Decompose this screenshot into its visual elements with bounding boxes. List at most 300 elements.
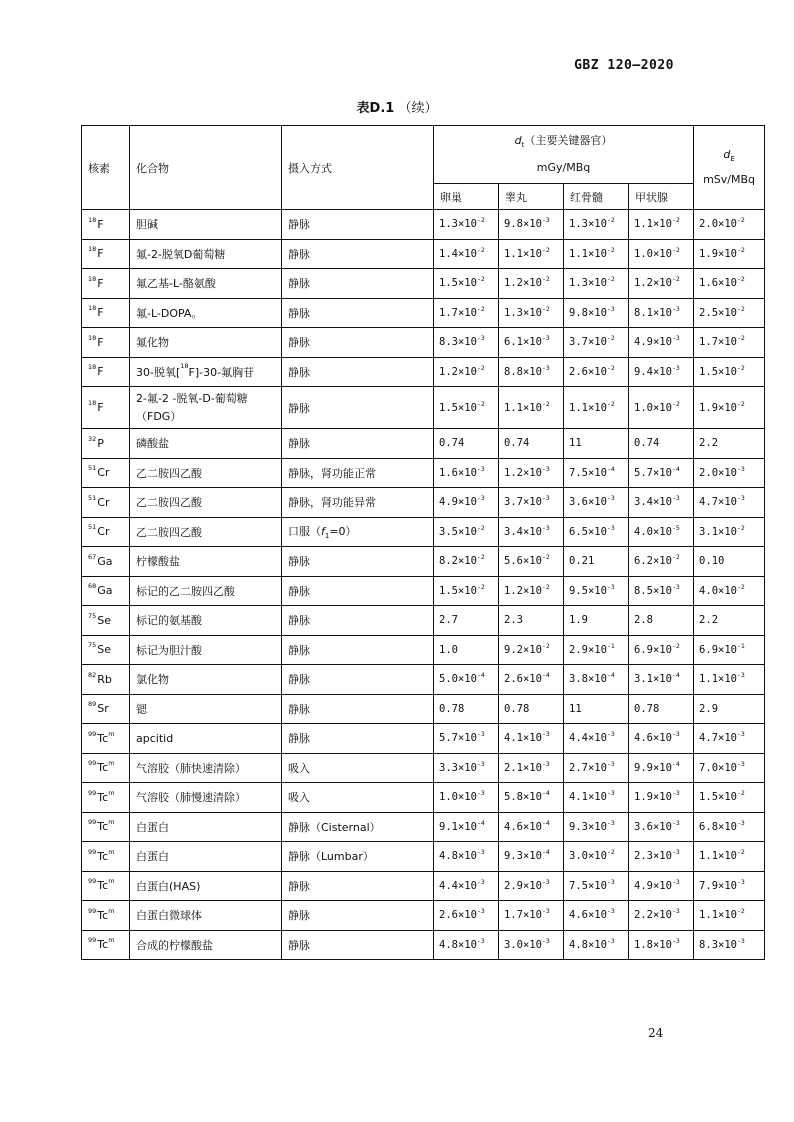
value-mantissa: 9.3×10 bbox=[569, 820, 607, 833]
header-organ: 甲状腺 bbox=[629, 184, 694, 210]
value-mantissa: 2.8 bbox=[634, 614, 653, 627]
table-row bbox=[82, 724, 765, 754]
organ-dose-value bbox=[434, 842, 499, 872]
element-symbol: Tc bbox=[97, 731, 109, 745]
effective-dose-value bbox=[694, 547, 765, 577]
organ-dose-value bbox=[499, 328, 564, 358]
value-exponent: -4 bbox=[541, 789, 550, 798]
organ-dose-value bbox=[629, 694, 694, 724]
compound-text: 氟-2-脱氧D葡萄糖 bbox=[136, 247, 226, 261]
value-mantissa: 8.1×10 bbox=[634, 306, 672, 319]
value-exponent: -3 bbox=[476, 494, 485, 503]
value-mantissa: 4.7×10 bbox=[699, 496, 737, 509]
table-row bbox=[82, 665, 765, 695]
page-number: 24 bbox=[648, 1026, 664, 1040]
organ-dose-value bbox=[499, 547, 564, 577]
nuclide-cell bbox=[82, 210, 130, 240]
organ-dose-value bbox=[499, 724, 564, 754]
value-mantissa: 3.1×10 bbox=[634, 673, 672, 686]
organ-dose-value bbox=[564, 930, 629, 960]
organ-dose-value bbox=[629, 547, 694, 577]
value-exponent: -3 bbox=[476, 334, 485, 343]
route-cell bbox=[282, 812, 434, 842]
table-row bbox=[82, 694, 765, 724]
compound-text: 乙二胺四乙酸 bbox=[136, 525, 202, 539]
effective-dose-value bbox=[694, 576, 765, 606]
header-organ-dose-unit: mGy/MBq bbox=[536, 160, 591, 174]
organ-dose-value bbox=[564, 387, 629, 429]
header-organ-dose-subscript: t bbox=[521, 141, 525, 150]
value-mantissa: 4.1×10 bbox=[504, 732, 542, 745]
effective-dose-value bbox=[694, 753, 765, 783]
value-mantissa: 0.78 bbox=[634, 702, 660, 715]
mass-number: 18 bbox=[88, 274, 97, 283]
value-exponent: -5 bbox=[671, 523, 680, 532]
element-symbol: Tc bbox=[97, 820, 109, 834]
nuclide-cell bbox=[82, 753, 130, 783]
value-mantissa: 8.3×10 bbox=[699, 938, 737, 951]
effective-dose-value bbox=[694, 387, 765, 429]
route-cell bbox=[282, 458, 434, 488]
nuclide-cell bbox=[82, 488, 130, 518]
value-mantissa: 3.4×10 bbox=[504, 525, 542, 538]
table-caption bbox=[0, 97, 794, 116]
value-mantissa: 1.3×10 bbox=[569, 277, 607, 290]
organ-dose-value bbox=[434, 665, 499, 695]
value-mantissa: 2.5×10 bbox=[699, 306, 737, 319]
organ-dose-value bbox=[499, 298, 564, 328]
route-text: 静脉（Cisternal） bbox=[288, 820, 381, 834]
value-mantissa: 1.3×10 bbox=[439, 218, 477, 231]
organ-dose-value bbox=[564, 635, 629, 665]
value-mantissa: 1.9 bbox=[569, 614, 588, 627]
organ-dose-value bbox=[629, 812, 694, 842]
organ-dose-value bbox=[564, 724, 629, 754]
value-exponent: -3 bbox=[606, 494, 615, 503]
route-cell bbox=[282, 239, 434, 269]
compound-text: 标记的乙二胺四乙酸 bbox=[136, 584, 235, 598]
organ-dose-value bbox=[629, 783, 694, 813]
compound-cell bbox=[130, 724, 282, 754]
value-exponent: -4 bbox=[541, 848, 550, 857]
compound-cell bbox=[130, 812, 282, 842]
route-text: 静脉 bbox=[288, 365, 310, 379]
route-text: 静脉 bbox=[288, 614, 310, 628]
nuclide-cell bbox=[82, 665, 130, 695]
organ-dose-value bbox=[564, 547, 629, 577]
value-mantissa: 3.7×10 bbox=[569, 336, 607, 349]
element-symbol: F bbox=[97, 335, 104, 349]
compound-cell bbox=[130, 210, 282, 240]
value-mantissa: 8.2×10 bbox=[439, 555, 477, 568]
value-exponent: -2 bbox=[541, 641, 550, 650]
organ-dose-value bbox=[564, 842, 629, 872]
compound-cell bbox=[130, 694, 282, 724]
value-mantissa: 1.0 bbox=[439, 643, 458, 656]
route-subscript: 1 bbox=[324, 532, 330, 541]
value-mantissa: 9.1×10 bbox=[439, 820, 477, 833]
effective-dose-value bbox=[694, 298, 765, 328]
value-mantissa: 1.1×10 bbox=[569, 401, 607, 414]
value-exponent: -3 bbox=[541, 523, 550, 532]
value-exponent: -2 bbox=[671, 216, 680, 225]
organ-dose-value bbox=[434, 694, 499, 724]
value-exponent: -2 bbox=[671, 399, 680, 408]
mass-number: 67 bbox=[88, 552, 97, 561]
compound-text: 氟-L-DOPA。 bbox=[136, 306, 203, 320]
nuclide-cell bbox=[82, 328, 130, 358]
element-symbol: P bbox=[97, 436, 104, 450]
value-mantissa: 1.3×10 bbox=[569, 218, 607, 231]
organ-dose-value bbox=[564, 269, 629, 299]
value-exponent: -2 bbox=[476, 275, 485, 284]
value-exponent: -2 bbox=[671, 641, 680, 650]
value-exponent: -3 bbox=[736, 671, 745, 680]
value-mantissa: 4.4×10 bbox=[569, 732, 607, 745]
organ-dose-value bbox=[629, 842, 694, 872]
compound-cell bbox=[130, 576, 282, 606]
route-text: =0） bbox=[329, 525, 357, 539]
mass-number: 18 bbox=[88, 245, 97, 254]
organ-dose-value bbox=[499, 842, 564, 872]
metastable-mark: m bbox=[108, 936, 115, 945]
route-cell bbox=[282, 694, 434, 724]
compound-cell bbox=[130, 387, 282, 429]
mass-number: 18 bbox=[88, 333, 97, 342]
route-cell bbox=[282, 429, 434, 459]
value-mantissa: 6.8×10 bbox=[699, 820, 737, 833]
metastable-mark: m bbox=[108, 818, 115, 827]
organ-dose-value bbox=[434, 576, 499, 606]
header-nuclide: 核素 bbox=[82, 126, 130, 210]
table-row bbox=[82, 429, 765, 459]
value-exponent: -4 bbox=[476, 671, 485, 680]
element-symbol: F bbox=[97, 276, 104, 290]
value-mantissa: 4.8×10 bbox=[439, 938, 477, 951]
organ-dose-value bbox=[564, 429, 629, 459]
organ-dose-value bbox=[434, 930, 499, 960]
compound-text: 氟化物 bbox=[136, 336, 169, 350]
value-mantissa: 1.6×10 bbox=[699, 277, 737, 290]
mass-number: 99 bbox=[88, 729, 97, 738]
route-cell bbox=[282, 328, 434, 358]
value-exponent: -2 bbox=[736, 789, 745, 798]
compound-text: 乙二胺四乙酸 bbox=[136, 466, 202, 480]
effective-dose-value bbox=[694, 357, 765, 387]
organ-dose-value bbox=[564, 517, 629, 547]
value-mantissa: 1.7×10 bbox=[439, 306, 477, 319]
value-mantissa: 8.3×10 bbox=[439, 336, 477, 349]
organ-dose-value bbox=[434, 812, 499, 842]
value-exponent: -3 bbox=[541, 877, 550, 886]
organ-dose-value bbox=[499, 517, 564, 547]
organ-dose-value bbox=[499, 665, 564, 695]
value-mantissa: 1.0×10 bbox=[634, 401, 672, 414]
route-cell bbox=[282, 576, 434, 606]
value-mantissa: 5.7×10 bbox=[634, 466, 672, 479]
value-mantissa: 2.9 bbox=[699, 702, 719, 715]
organ-dose-value bbox=[434, 606, 499, 636]
value-exponent: -2 bbox=[541, 582, 550, 591]
header-organ-dose-symbol: d bbox=[514, 134, 522, 148]
value-exponent: -3 bbox=[606, 582, 615, 591]
organ-dose-value bbox=[434, 488, 499, 518]
value-mantissa: 1.5×10 bbox=[699, 365, 737, 378]
value-exponent: -3 bbox=[606, 936, 615, 945]
value-exponent: -3 bbox=[736, 730, 745, 739]
table-row bbox=[82, 458, 765, 488]
compound-text: 合成的柠檬酸盐 bbox=[136, 938, 213, 952]
table-row bbox=[82, 753, 765, 783]
compound-cell bbox=[130, 547, 282, 577]
compound-cell bbox=[130, 665, 282, 695]
value-exponent: -2 bbox=[606, 848, 615, 857]
compound-text: apcitid bbox=[136, 731, 174, 745]
element-symbol: Tc bbox=[97, 938, 109, 952]
value-mantissa: 4.9×10 bbox=[634, 336, 672, 349]
value-exponent: -3 bbox=[671, 363, 680, 372]
organ-dose-value bbox=[499, 239, 564, 269]
mass-number: 18 bbox=[88, 215, 97, 224]
organ-dose-value bbox=[499, 387, 564, 429]
value-mantissa: 1.1×10 bbox=[569, 247, 607, 260]
route-cell bbox=[282, 269, 434, 299]
value-exponent: -2 bbox=[736, 216, 745, 225]
effective-dose-value bbox=[694, 812, 765, 842]
organ-dose-value bbox=[629, 488, 694, 518]
organ-dose-value bbox=[434, 357, 499, 387]
nuclide-cell bbox=[82, 298, 130, 328]
value-mantissa: 3.6×10 bbox=[634, 820, 672, 833]
value-mantissa: 1.4×10 bbox=[439, 247, 477, 260]
organ-dose-value bbox=[564, 576, 629, 606]
value-mantissa: 8.5×10 bbox=[634, 584, 672, 597]
value-exponent: -3 bbox=[541, 759, 550, 768]
value-mantissa: 4.4×10 bbox=[439, 879, 477, 892]
organ-dose-value bbox=[499, 269, 564, 299]
organ-dose-value bbox=[434, 901, 499, 931]
value-mantissa: 7.5×10 bbox=[569, 466, 607, 479]
value-mantissa: 6.1×10 bbox=[504, 336, 542, 349]
value-exponent: -2 bbox=[606, 245, 615, 254]
element-symbol: Cr bbox=[97, 525, 110, 539]
mass-number: 99 bbox=[88, 759, 97, 768]
value-exponent: -2 bbox=[736, 245, 745, 254]
table-row bbox=[82, 269, 765, 299]
value-mantissa: 4.6×10 bbox=[634, 732, 672, 745]
value-mantissa: 4.9×10 bbox=[439, 496, 477, 509]
header-route: 摄入方式 bbox=[282, 126, 434, 210]
element-symbol: Ga bbox=[97, 584, 113, 598]
value-exponent: -3 bbox=[606, 789, 615, 798]
route-text: 吸入 bbox=[288, 791, 310, 805]
value-mantissa: 7.9×10 bbox=[699, 879, 737, 892]
table-caption-cont: （续） bbox=[398, 101, 438, 116]
value-mantissa: 2.0×10 bbox=[699, 218, 737, 231]
organ-dose-value bbox=[564, 298, 629, 328]
compound-text: 磷酸盐 bbox=[136, 437, 169, 451]
organ-dose-value bbox=[499, 429, 564, 459]
route-text: 吸入 bbox=[288, 761, 310, 775]
organ-dose-value bbox=[434, 517, 499, 547]
element-symbol: F bbox=[97, 401, 104, 414]
element-symbol: Se bbox=[97, 643, 112, 657]
mass-number: 89 bbox=[88, 700, 97, 709]
nuclide-cell bbox=[82, 517, 130, 547]
nuclide-cell bbox=[82, 871, 130, 901]
organ-dose-value bbox=[499, 930, 564, 960]
value-mantissa: 2.6×10 bbox=[504, 673, 542, 686]
value-mantissa: 1.1×10 bbox=[699, 850, 737, 863]
route-text: 静脉 bbox=[288, 277, 310, 291]
value-exponent: -3 bbox=[541, 730, 550, 739]
table-row bbox=[82, 871, 765, 901]
effective-dose-value bbox=[694, 606, 765, 636]
value-mantissa: 7.5×10 bbox=[569, 879, 607, 892]
value-mantissa: 1.2×10 bbox=[504, 584, 542, 597]
value-mantissa: 1.9×10 bbox=[699, 401, 737, 414]
organ-dose-value bbox=[629, 328, 694, 358]
organ-dose-value bbox=[629, 930, 694, 960]
table-row bbox=[82, 606, 765, 636]
header-organ-dose-text: （主要关键器官） bbox=[524, 134, 613, 148]
route-cell bbox=[282, 783, 434, 813]
value-exponent: -3 bbox=[606, 759, 615, 768]
value-exponent: -2 bbox=[736, 304, 745, 313]
organ-dose-value bbox=[564, 694, 629, 724]
element-symbol: F bbox=[97, 217, 104, 231]
effective-dose-value bbox=[694, 724, 765, 754]
value-exponent: -2 bbox=[736, 848, 745, 857]
route-text: 静脉（Lumbar） bbox=[288, 850, 374, 864]
value-mantissa: 0.74 bbox=[504, 437, 530, 450]
element-symbol: Cr bbox=[97, 466, 110, 480]
nuclide-cell bbox=[82, 930, 130, 960]
value-mantissa: 4.1×10 bbox=[569, 791, 607, 804]
value-exponent: -2 bbox=[671, 553, 680, 562]
value-exponent: -2 bbox=[541, 245, 550, 254]
organ-dose-value bbox=[629, 357, 694, 387]
organ-dose-value bbox=[629, 606, 694, 636]
value-mantissa: 5.8×10 bbox=[504, 791, 542, 804]
organ-dose-value bbox=[434, 328, 499, 358]
element-symbol: Tc bbox=[97, 908, 109, 922]
nuclide-cell bbox=[82, 576, 130, 606]
route-cell bbox=[282, 387, 434, 429]
value-mantissa: 5.0×10 bbox=[439, 673, 477, 686]
value-mantissa: 9.4×10 bbox=[634, 365, 672, 378]
organ-dose-value bbox=[434, 635, 499, 665]
effective-dose-value bbox=[694, 429, 765, 459]
route-cell bbox=[282, 753, 434, 783]
organ-dose-value bbox=[434, 783, 499, 813]
value-exponent: -3 bbox=[476, 907, 485, 916]
compound-text: 白蛋白(HAS) bbox=[136, 879, 201, 893]
metastable-mark: m bbox=[108, 729, 115, 738]
compound-cell bbox=[130, 429, 282, 459]
nuclide-cell bbox=[82, 357, 130, 387]
value-exponent: -3 bbox=[606, 730, 615, 739]
compound-text: 锶 bbox=[136, 702, 147, 716]
organ-dose-value bbox=[499, 635, 564, 665]
compound-text: 气溶胶（肺快速清除） bbox=[136, 761, 246, 775]
value-exponent: -2 bbox=[476, 523, 485, 532]
mass-number: 18 bbox=[88, 399, 97, 407]
organ-dose-value bbox=[629, 724, 694, 754]
effective-dose-value bbox=[694, 635, 765, 665]
compound-cell bbox=[130, 517, 282, 547]
organ-dose-value bbox=[434, 269, 499, 299]
value-exponent: -3 bbox=[541, 494, 550, 503]
compound-cell bbox=[130, 458, 282, 488]
element-symbol: Cr bbox=[97, 495, 110, 509]
element-symbol: Tc bbox=[97, 761, 109, 775]
value-exponent: -4 bbox=[606, 671, 615, 680]
value-mantissa: 4.6×10 bbox=[569, 909, 607, 922]
value-exponent: -3 bbox=[671, 494, 680, 503]
route-text: 静脉 bbox=[288, 218, 310, 232]
metastable-mark: m bbox=[108, 759, 115, 768]
nuclide-cell bbox=[82, 606, 130, 636]
value-exponent: -3 bbox=[736, 494, 745, 503]
mass-number: 32 bbox=[88, 434, 97, 443]
route-cell bbox=[282, 930, 434, 960]
route-cell bbox=[282, 665, 434, 695]
route-text: 静脉 bbox=[288, 401, 310, 415]
mass-number: 99 bbox=[88, 818, 97, 827]
value-mantissa: 1.6×10 bbox=[439, 466, 477, 479]
compound-text: F]-30-氟胸苷 bbox=[188, 365, 255, 379]
organ-dose-value bbox=[434, 239, 499, 269]
organ-dose-value bbox=[434, 753, 499, 783]
mass-number: 99 bbox=[88, 877, 97, 886]
value-mantissa: 3.0×10 bbox=[504, 938, 542, 951]
organ-dose-value bbox=[629, 871, 694, 901]
nuclide-cell bbox=[82, 429, 130, 459]
effective-dose-value bbox=[694, 517, 765, 547]
effective-dose-value bbox=[694, 458, 765, 488]
table-row bbox=[82, 488, 765, 518]
effective-dose-value bbox=[694, 210, 765, 240]
compound-cell bbox=[130, 488, 282, 518]
value-mantissa: 4.9×10 bbox=[634, 879, 672, 892]
compound-text: 气溶胶（肺慢速清除） bbox=[136, 791, 246, 805]
value-exponent: -2 bbox=[736, 275, 745, 284]
value-exponent: -3 bbox=[671, 789, 680, 798]
value-mantissa: 2.7 bbox=[439, 614, 458, 627]
element-symbol: F bbox=[97, 306, 104, 320]
effective-dose-value bbox=[694, 665, 765, 695]
value-mantissa: 9.9×10 bbox=[634, 761, 672, 774]
value-mantissa: 4.7×10 bbox=[699, 732, 737, 745]
value-mantissa: 0.74 bbox=[634, 437, 660, 450]
value-mantissa: 9.2×10 bbox=[504, 643, 542, 656]
route-cell bbox=[282, 517, 434, 547]
value-mantissa: 4.0×10 bbox=[634, 525, 672, 538]
value-mantissa: 3.4×10 bbox=[634, 496, 672, 509]
organ-dose-value bbox=[499, 753, 564, 783]
value-exponent: -3 bbox=[476, 730, 485, 739]
route-text: 静脉，肾功能正常 bbox=[288, 466, 376, 480]
organ-dose-value bbox=[564, 901, 629, 931]
value-mantissa: 3.6×10 bbox=[569, 496, 607, 509]
organ-dose-value bbox=[564, 357, 629, 387]
nuclide-cell bbox=[82, 269, 130, 299]
table-row bbox=[82, 298, 765, 328]
value-mantissa: 0.10 bbox=[699, 555, 725, 568]
value-mantissa: 5.7×10 bbox=[439, 732, 477, 745]
value-mantissa: 1.2×10 bbox=[439, 365, 477, 378]
